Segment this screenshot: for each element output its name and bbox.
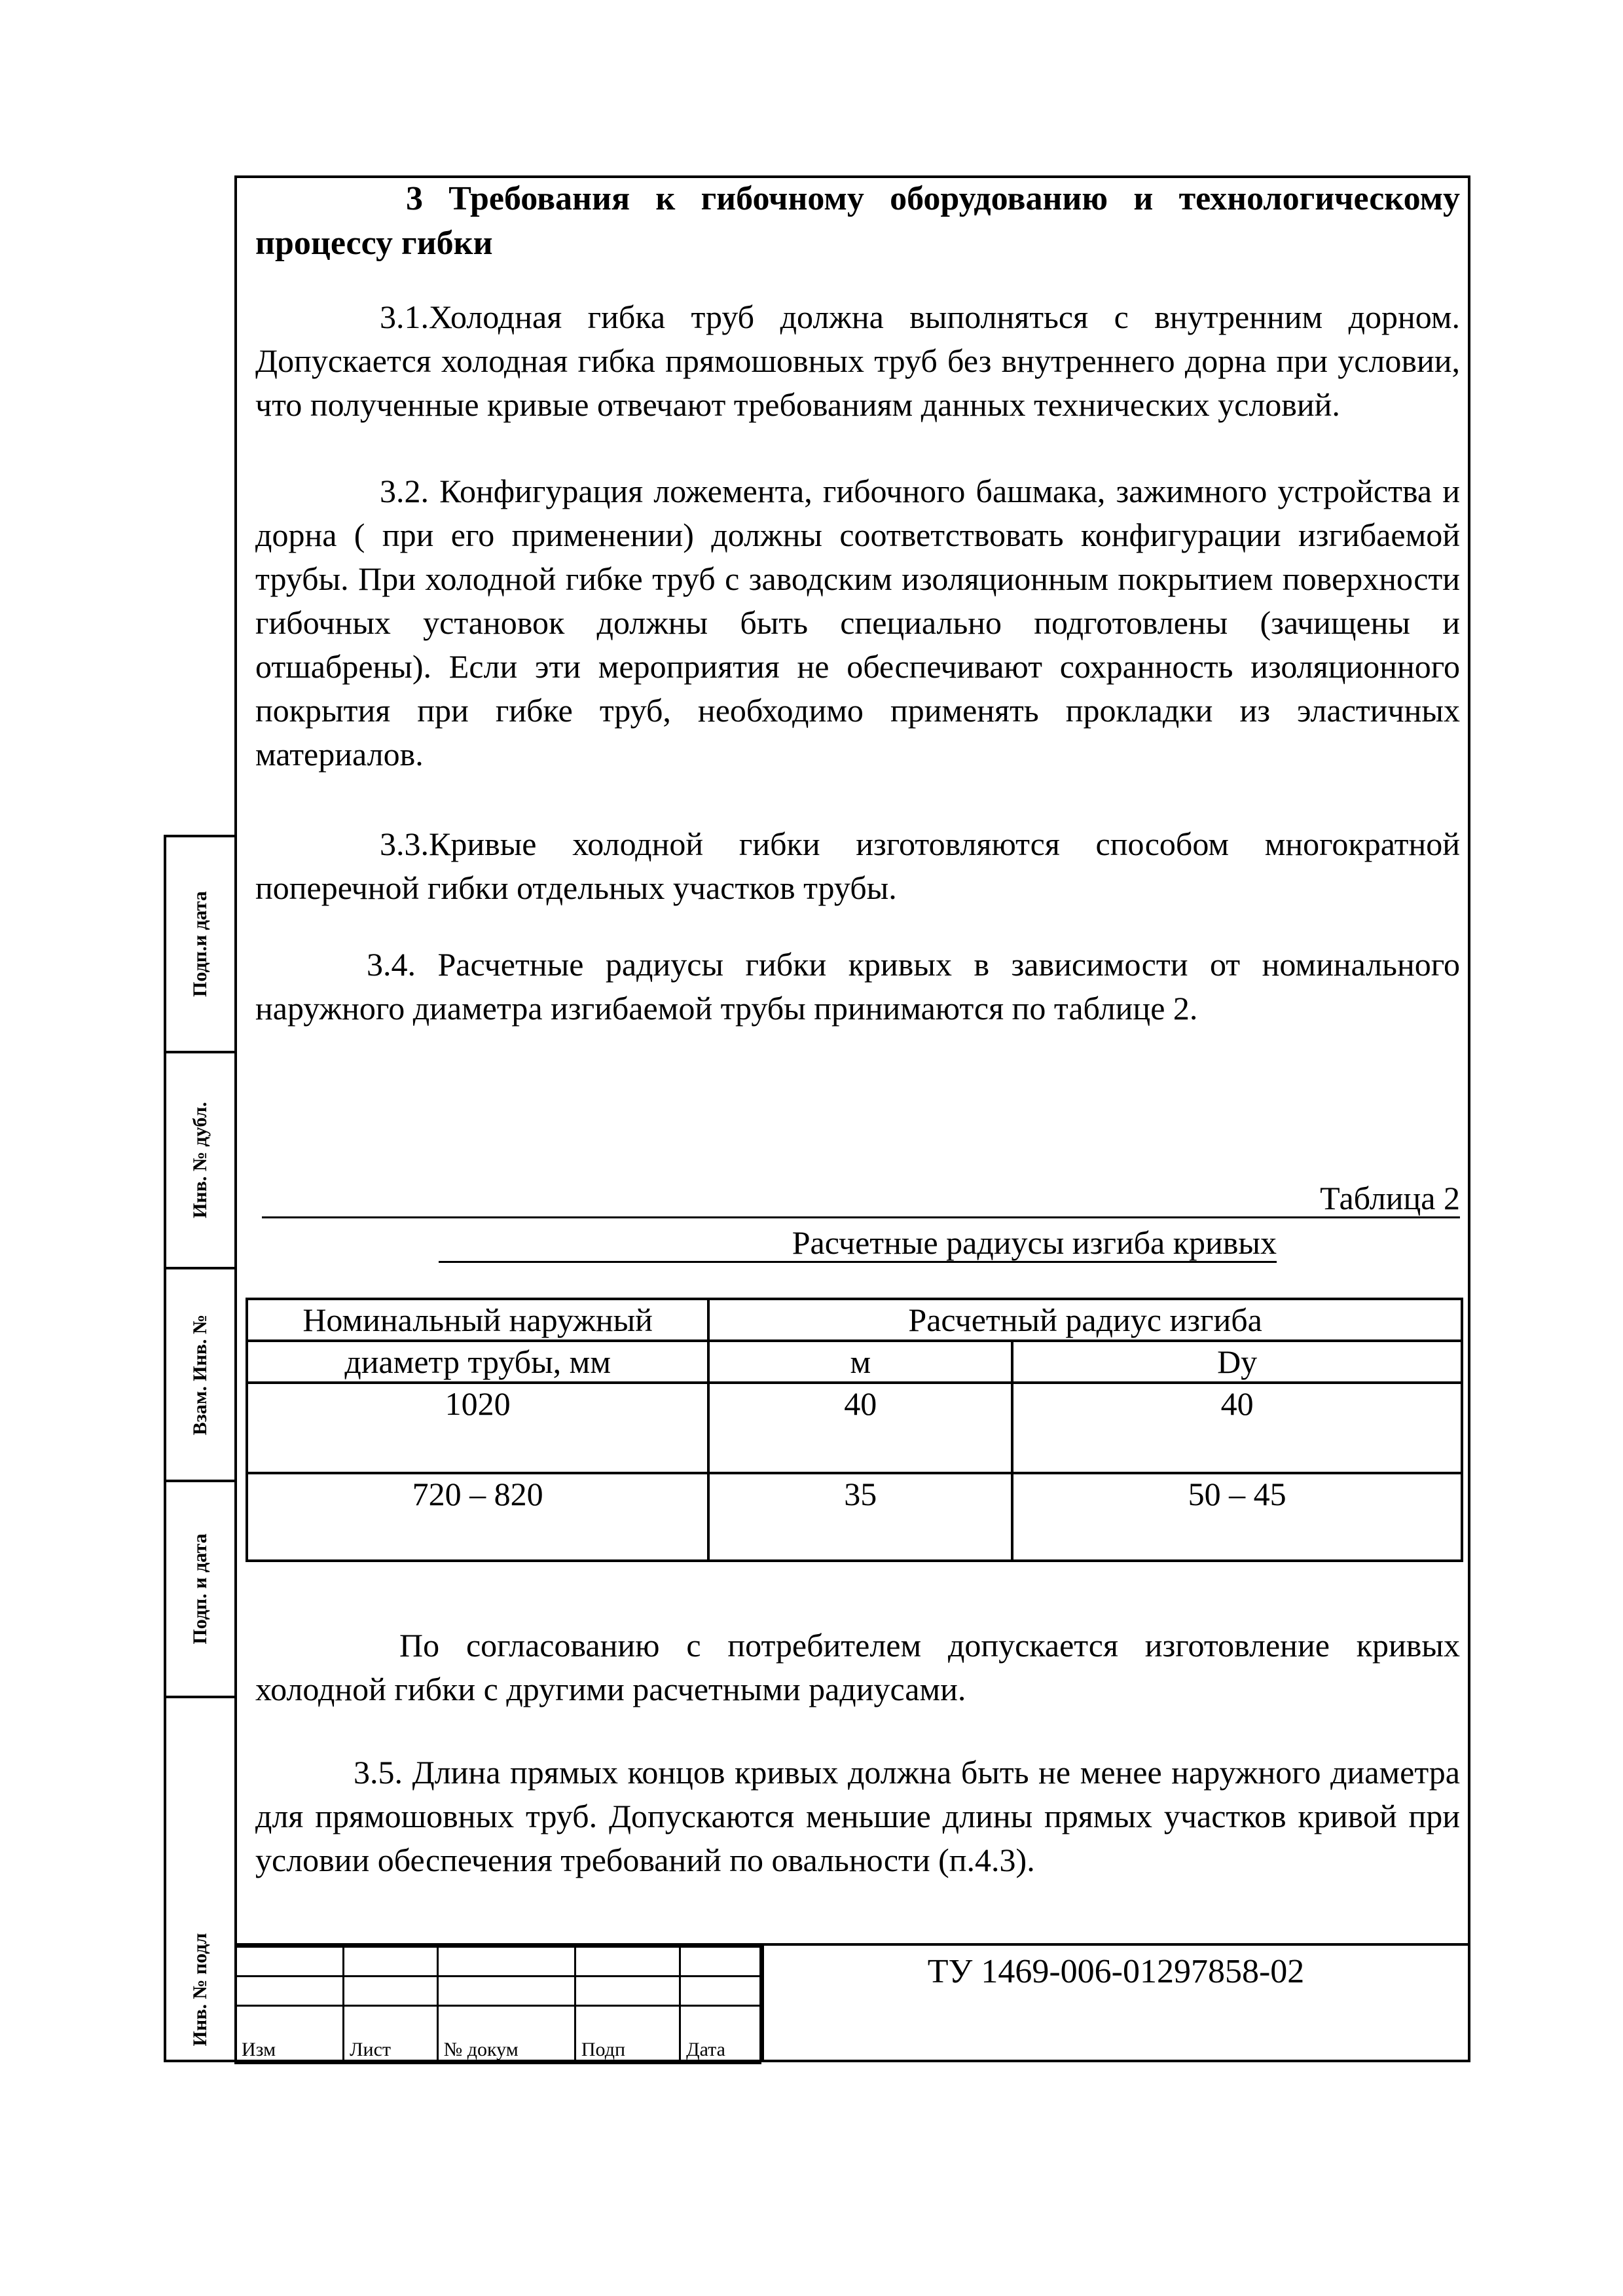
table-label: Таблица 2 [1320,1180,1460,1216]
side-cell-inv-dubl [166,1053,234,1269]
paragraph-note: По согласованию с потребителем допускается изготовление кривых холодной гибки с другими расчетными радиусами. [255,1627,1460,1707]
header-m: м [708,1341,1012,1383]
stamp-izm: Изм [236,2006,344,2064]
document-code: ТУ 1469-006-01297858-02 [761,1946,1468,2062]
stamp-dokum: № докум [437,2006,575,2064]
cell-diameter: 1020 [247,1383,708,1473]
header-diameter-line2: диаметр трубы, мм [247,1341,708,1383]
paragraph-3-3: 3.3.Кривые холодной гибки изготовляются способом многократной поперечной гибки отдельных участков трубы. [255,826,1460,906]
stamp-data: Дата [680,2006,761,2064]
radius-table [246,1298,1463,1562]
cell-m: 35 [708,1473,1012,1561]
lower-content [255,1624,1460,1882]
side-label-inv-podl: Инв. № подл [189,1933,211,2047]
table-title: Расчетные радиусы изгиба кривых [792,1224,1277,1261]
table-label-rule [262,1216,1460,1218]
side-cell-vzam-inv [166,1269,234,1482]
cell-m: 40 [708,1383,1012,1473]
table-row [247,1383,1462,1473]
paragraph-3-1: 3.1.Холодная гибка труб должна выполняться с внутренним дорном. Допускается холодная гибка прямошовных труб без внутреннего дорна при условии, что полученные кривые отвечают требованиям данных технических условий. [255,299,1460,423]
stamp-list: Лист [344,2006,437,2064]
cell-diameter: 720 – 820 [247,1473,708,1561]
main-content [255,177,1460,1030]
title-block [234,1943,1470,2062]
side-label-podp-data-2: Подп. и дата [189,1533,211,1645]
cell-dy: 40 [1012,1383,1462,1473]
paragraph-3-5: 3.5. Длина прямых концов кривых должна быть не менее наружного диаметра для прямошовных труб. Допускаются меньшие длины прямых участков кривой при условии обеспечения требований по овальности (п.4.3). [255,1754,1460,1878]
paragraph-3-4: 3.4. Расчетные радиусы гибки кривых в зависимости от номинального наружного диаметра изгибаемой трубы принимаются по таблице 2. [255,946,1460,1027]
side-label-inv-dubl: Инв. № дубл. [189,1102,211,1218]
cell-dy: 50 – 45 [1012,1473,1462,1561]
header-radius-group: Расчетный радиус изгиба [708,1299,1462,1341]
header-diameter-line1: Номинальный наружный [247,1299,708,1341]
side-cell-podp-data [166,837,234,1053]
side-strip [164,835,234,2062]
side-label-podp-data: Подп.и дата [189,891,211,997]
header-dy: Dy [1012,1341,1462,1383]
table-row [247,1473,1462,1561]
side-cell-podp-data-2 [166,1482,234,1698]
side-cell-inv-podl [166,1698,234,2062]
table-title-rule [439,1261,1277,1263]
side-label-vzam-inv: Взам. Инв. № [189,1314,211,1435]
section-heading: 3 Требования к гибочному оборудованию и технологическому процессу гибки [255,180,1460,262]
revision-grid [234,1946,761,2064]
paragraph-3-2: 3.2. Конфигурация ложемента, гибочного башмака, зажимного устройства и дорна ( при его применении) должны соответствовать конфигурации изгибаемой трубы. При холодной гибке труб с заводским изоляционным покрытием поверхности гибочных установок должны быть специально подготовлены (зачищены и отшабрены). Если эти мероприятия не обеспечивают сохранность изоляционного покрытия при гибке труб, необходимо применять прокладки из эластичных материалов. [255,473,1460,773]
stamp-podp: Подп [575,2006,680,2064]
